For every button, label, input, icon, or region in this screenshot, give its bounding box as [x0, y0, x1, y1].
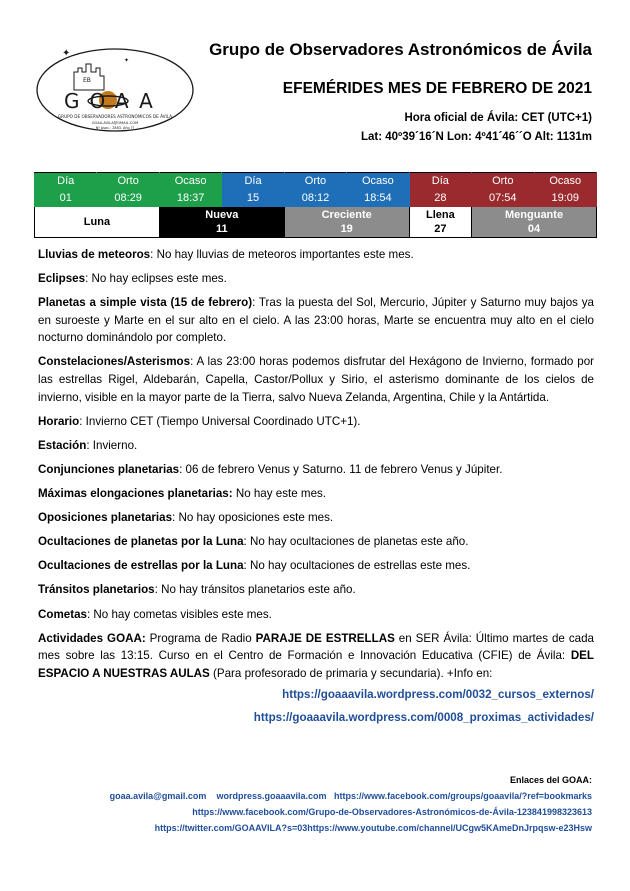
- hora-oficial: Hora oficial de Ávila: CET (UTC+1): [404, 112, 592, 124]
- section-text: Programa de Radio: [145, 631, 256, 645]
- goaa-logo: [34, 46, 196, 134]
- logo-sign-text: EB: [83, 77, 91, 84]
- logo-web: GOAA.AVILA@GMAIL.COM: [91, 121, 139, 125]
- section-label: Constelaciones/Asterismos: [38, 355, 191, 369]
- footer-email-link[interactable]: goaa.avila@gmail.com: [109, 791, 207, 801]
- ephemeris-table: [34, 172, 597, 238]
- section-text: : 06 de febrero Venus y Saturno. 11 de febrero Venus y Júpiter.: [179, 462, 503, 476]
- section-text: : Invierno.: [86, 438, 138, 452]
- moon-phase-day: 27: [434, 223, 447, 235]
- sun-header-cell: Orto: [284, 173, 346, 190]
- moon-phase-name: Menguante: [505, 209, 564, 221]
- section-label: Conjunciones planetarias: [38, 462, 180, 476]
- section-label: Estación: [38, 438, 87, 452]
- footer-twitter-youtube-link[interactable]: https://twitter.com/GOAAVILA?s=03https://www.youtube.com/channel/UCgw5KAmeDnJrpqsw-e23Hsw: [154, 823, 592, 833]
- sun-value-cell: 19:09: [534, 190, 597, 207]
- logo-founded: Nº Asoc.: 2883. Año ??: [95, 126, 135, 130]
- section-elongaciones: [38, 485, 594, 503]
- sun-header-cell: Ocaso: [534, 173, 597, 190]
- section-text: : No hay eclipses este mes.: [85, 272, 227, 286]
- section-meteoros: [38, 246, 594, 264]
- section-label: Planetas a simple vista (15 de febrero): [38, 296, 253, 310]
- footer-title: Enlaces del GOAA:: [509, 775, 592, 785]
- section-estacion: [38, 437, 594, 455]
- moon-phase-name: Creciente: [321, 209, 372, 221]
- logo-subtitle: GRUPO DE OBSERVADORES ASTRONÓMICOS DE ÁVILA: [57, 114, 173, 119]
- moon-phase-name: Nueva: [205, 209, 239, 221]
- sun-header-cell: Día: [35, 173, 97, 190]
- sun-value-cell: 18:37: [159, 190, 221, 207]
- sun-value-cell: 08:12: [284, 190, 346, 207]
- moon-row: [35, 207, 597, 238]
- sun-header-cell: Día: [409, 173, 471, 190]
- section-actividades: [38, 630, 594, 683]
- sun-value-cell: 15: [222, 190, 284, 207]
- moon-phase-waning: [472, 207, 597, 238]
- link-proximas-actividades[interactable]: https://goaaavila.wordpress.com/0008_proximas_actividades/: [253, 710, 594, 724]
- section-text: : No hay tránsitos planetarios este año.: [154, 583, 356, 597]
- section-text: : No hay oposiciones este mes.: [172, 511, 334, 525]
- link-cursos-externos[interactable]: https://goaaavila.wordpress.com/0032_cursos_externos/: [282, 688, 594, 702]
- section-label: Cometas: [38, 607, 87, 621]
- section-text: : No hay cometas visibles este mes.: [86, 607, 272, 621]
- moon-phase-new: [159, 207, 284, 238]
- org-title: Grupo de Observadores Astronómicos de Ávila: [209, 40, 592, 59]
- moon-phase-name: Llena: [425, 209, 455, 221]
- section-label: Ocultaciones de estrellas por la Luna: [38, 559, 244, 573]
- course-name: DEL ESPACIO A NUESTRAS AULAS: [38, 649, 594, 680]
- section-label: Lluvias de meteoros: [38, 248, 151, 261]
- sun-value-cell: 18:54: [347, 190, 409, 207]
- sun-header-cell: Ocaso: [159, 173, 221, 190]
- sun-values-row: [35, 190, 597, 207]
- section-text: : A las 23:00 horas podemos disfrutar del Hexágono de Invierno, formado por las estrellas Rigel, Aldebarán, Capella, Castor/Pollux y Sirio, el asterismo dominante de los cielos de invierno, visible en la mayor parte de la Tierra, salvo Nueva Zelanda, Argentina, Chile y la Antártida.: [38, 355, 594, 404]
- section-text: : No hay ocultaciones de planetas este año.: [243, 535, 469, 549]
- section-text: (Para profesorado de primaria y secundaria). +Info en:: [209, 666, 493, 680]
- sun-header-cell: Orto: [97, 173, 159, 190]
- logo-acronym: GOAA: [64, 89, 163, 113]
- footer-fb-group-link[interactable]: https://www.facebook.com/groups/goaavila/?ref=bookmarks: [334, 791, 592, 801]
- moon-phase-day: 11: [215, 223, 228, 235]
- footer-fb-page-link[interactable]: https://www.facebook.com/Grupo-de-Observadores-Astronómicos-de-Ávila-123841998323613: [192, 807, 592, 817]
- section-planetas: [38, 294, 594, 347]
- star-icon: ✦: [62, 48, 71, 59]
- doc-title: EFEMÉRIDES MES DE FEBRERO DE 2021: [282, 80, 592, 97]
- sun-header-cell: Orto: [472, 173, 534, 190]
- section-label: Máximas elongaciones planetarias:: [38, 487, 233, 501]
- section-ocult-estrellas: [38, 557, 594, 575]
- section-ocult-planetas: [38, 533, 594, 551]
- footer-wordpress-link[interactable]: wordpress.goaaavila.com: [216, 791, 327, 801]
- radio-program: PARAJE DE ESTRELLAS: [255, 631, 395, 645]
- section-oposiciones: [38, 509, 594, 527]
- section-eclipses: [38, 270, 594, 288]
- moon-label: Luna: [35, 207, 160, 238]
- moon-phase-waxing: [284, 207, 409, 238]
- section-text: : No hay lluvias de meteoros importantes este mes.: [150, 248, 414, 261]
- section-conjunciones: [38, 461, 594, 479]
- section-text: : No hay ocultaciones de estrellas este mes.: [243, 559, 471, 573]
- moon-phase-full: [409, 207, 471, 238]
- section-transitos: [38, 581, 594, 599]
- coordinates: Lat: 40º39´16´N Lon: 4º41´46´´O Alt: 1131m: [360, 131, 592, 143]
- section-text: : Tras la puesta del Sol, Mercurio, Júpiter y Saturno muy bajos ya en suroeste y Marte en el sur alto en el cielo. A las 23:00 horas, Marte se encuentra muy alto en el cielo nocturno dominándolo por completo.: [38, 296, 594, 345]
- sun-value-cell: 01: [35, 190, 97, 207]
- footer-line: [72, 788, 592, 804]
- section-text: en SER Ávila: Último martes de cada mes sobre las 13:15. Curso en el Centro de Formación e Innovación Educativa (CFIE) de Ávila:: [38, 631, 594, 663]
- sun-header-cell: Ocaso: [347, 173, 409, 190]
- section-constelaciones: [38, 353, 594, 406]
- star-icon: ✦: [124, 57, 130, 64]
- sun-header-cell: Día: [222, 173, 284, 190]
- section-cometas: [38, 606, 594, 624]
- footer-line: [72, 804, 592, 820]
- moon-phase-day: 19: [340, 223, 353, 235]
- ephemeris-body: [38, 246, 594, 727]
- moon-phase-day: 04: [527, 223, 541, 235]
- footer-line: [72, 820, 592, 836]
- section-label: Eclipses: [38, 272, 86, 286]
- sun-value-cell: 28: [409, 190, 471, 207]
- section-label: Oposiciones planetarias: [38, 511, 173, 525]
- goaa-logo-graphic: [34, 46, 196, 134]
- section-horario: [38, 413, 594, 431]
- section-text: No hay este mes.: [232, 487, 327, 501]
- sun-value-cell: 07:54: [472, 190, 534, 207]
- sun-header-row: [35, 173, 597, 190]
- section-label: Horario: [38, 414, 80, 428]
- section-label: Actividades GOAA:: [38, 631, 146, 645]
- section-text: : Invierno CET (Tiempo Universal Coordinado UTC+1).: [79, 414, 361, 428]
- footer-links: [72, 772, 592, 836]
- sun-value-cell: 08:29: [97, 190, 159, 207]
- section-label: Ocultaciones de planetas por la Luna: [38, 535, 244, 549]
- section-label: Tránsitos planetarios: [38, 583, 155, 597]
